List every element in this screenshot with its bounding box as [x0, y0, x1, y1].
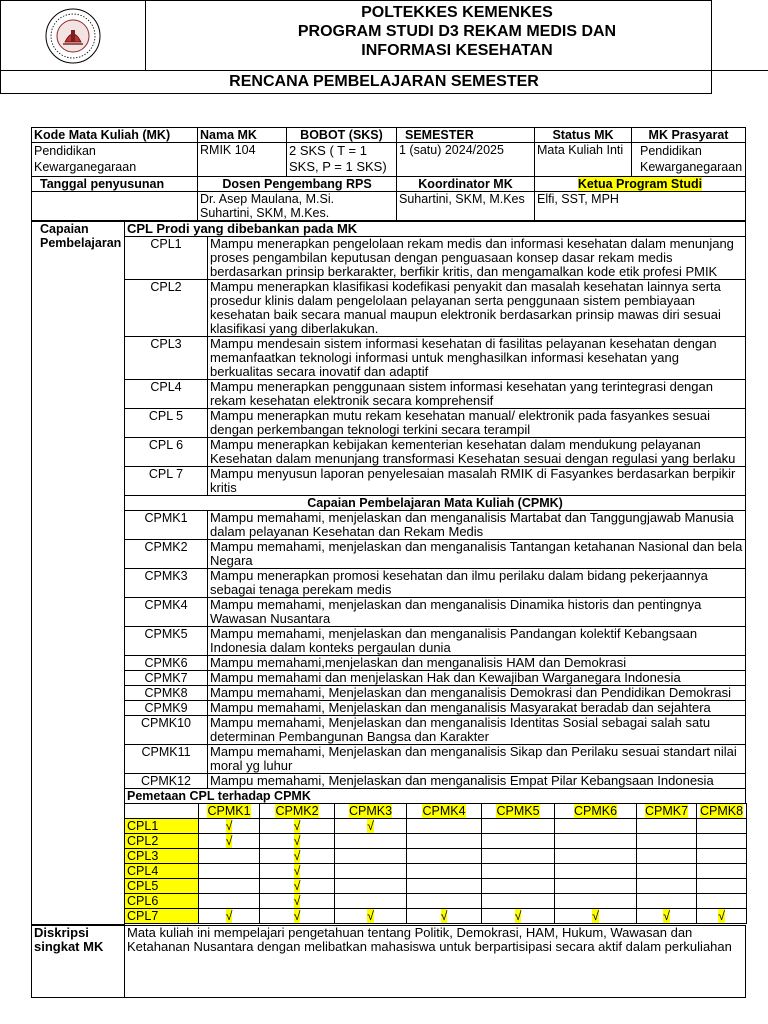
- mapping-col-label: CPMK6: [573, 804, 618, 818]
- mapping-cell: [482, 849, 555, 864]
- value-dosen: [198, 192, 397, 221]
- mapping-cell: [407, 879, 482, 894]
- check-mark: √: [718, 909, 725, 923]
- mapping-cell: [335, 834, 407, 849]
- mapping-row: [125, 864, 747, 879]
- cpmk-text: Mampu memahami, Menjelaskan dan menganalisis Sikap dan Perilaku sesuai standart nilai moral yg luhur: [208, 745, 746, 774]
- title-line-2: PROGRAM STUDI D3 REKAM MEDIS DAN: [297, 23, 617, 40]
- cpl-code: CPL2: [125, 280, 208, 337]
- mapping-row-label: CPL1: [125, 819, 198, 833]
- check-mark: √: [293, 879, 301, 893]
- cpl-code: CPL 5: [125, 409, 208, 438]
- cpl-row: [32, 337, 746, 380]
- mapping-cell: [260, 834, 335, 849]
- mapping-cell: [697, 834, 747, 849]
- cpmk-row: [32, 671, 746, 686]
- check-mark: √: [663, 909, 670, 923]
- mapping-cell: [260, 879, 335, 894]
- mapping-cell: [637, 864, 697, 879]
- mapping-cell: [260, 909, 335, 924]
- header-prasyarat: MK Prasyarat: [632, 128, 746, 143]
- check-mark: √: [293, 909, 301, 923]
- mapping-row: [125, 909, 747, 924]
- ketua-label: Ketua Program Studi: [577, 177, 703, 191]
- mapping-cell: [260, 819, 335, 834]
- mapping-cell: [335, 819, 407, 834]
- mapping-cell: [697, 909, 747, 924]
- deskripsi-label: Diskripsi singkat MK: [32, 926, 125, 998]
- mapping-cell: [260, 864, 335, 879]
- mapping-cell: [637, 879, 697, 894]
- mapping-cell: [407, 894, 482, 909]
- check-mark: √: [293, 894, 301, 908]
- check-mark: √: [440, 909, 448, 923]
- mapping-col-label: CPMK8: [699, 804, 744, 818]
- mapping-cell: [335, 894, 407, 909]
- mapping-cell: [482, 834, 555, 849]
- cpl-text: Mampu menerapkan kebijakan kementerian kesehatan dalam mendukung pelayanan Kesehatan dalam menunjang transformasi Kesehatan sesuai dengan regulasi yang berlaku: [208, 438, 746, 467]
- mapping-col-header: [335, 804, 407, 819]
- mapping-col-header-row: [125, 804, 747, 819]
- mapping-row-label-cell: [125, 879, 199, 894]
- mapping-row-label: CPL2: [125, 834, 198, 848]
- mapping-cell: [637, 819, 697, 834]
- check-mark: √: [592, 909, 599, 923]
- document-title: RENCANA PEMBELAJARAN SEMESTER: [0, 70, 768, 1024]
- mapping-cell: [482, 819, 555, 834]
- mapping-cell: [697, 879, 747, 894]
- cpmk-code: CPMK10: [125, 716, 208, 745]
- value-status: Mata Kuliah Inti: [535, 143, 632, 177]
- value-prasyarat: Pendidikan Kewarganegaraan: [632, 143, 746, 177]
- title-line-3: INFORMASI KESEHATAN: [361, 42, 553, 59]
- cpmk-code: CPMK7: [125, 671, 208, 686]
- mapping-col-header: [637, 804, 697, 819]
- cpmk-row: [32, 745, 746, 774]
- document-header: [0, 0, 712, 94]
- mapping-cell: [199, 864, 260, 879]
- cpl-code: CPL4: [125, 380, 208, 409]
- mapping-col-label: CPMK4: [422, 804, 466, 818]
- institution-titles: [146, 0, 768, 73]
- cpl-text: Mampu menyusun laporan penyelesaian masalah RMIK di Fasyankes berdasarkan berpikir kritis: [208, 467, 746, 496]
- cpl-text: Mampu menerapkan penggunaan sistem informasi kesehatan yang terintegrasi dengan rekam kesehatan elektronik secara komprehensif: [208, 380, 746, 409]
- cpl-header: CPL Prodi yang dibebankan pada MK: [125, 222, 746, 237]
- mapping-cell: [697, 849, 747, 864]
- mapping-cell: [407, 849, 482, 864]
- cpmk-text: Mampu memahami, Menjelaskan dan menganalisis Masyarakat beradab dan sejahtera: [208, 701, 746, 716]
- cpmk-row: [32, 701, 746, 716]
- mapping-row-label-cell: [125, 834, 199, 849]
- mapping-row-label-cell: [125, 894, 199, 909]
- check-mark: √: [225, 819, 233, 833]
- mapping-cell: [482, 909, 555, 924]
- dosen-2: Suhartini, SKM, M.Kes.: [200, 206, 330, 220]
- value-semester: 1 (satu) 2024/2025: [397, 143, 535, 177]
- mapping-header: Pemetaan CPL terhadap CPMK: [125, 789, 746, 804]
- cpl-row: [32, 467, 746, 496]
- cpmk-code: CPMK8: [125, 686, 208, 701]
- mapping-cell: [697, 864, 747, 879]
- mapping-row-label: CPL6: [125, 894, 198, 908]
- value-nama: RMIK 104: [198, 143, 287, 177]
- mapping-cell: [335, 909, 407, 924]
- cpmk-row: [32, 569, 746, 598]
- header-bobot: BOBOT (SKS): [287, 128, 397, 143]
- mapping-cell: [555, 834, 637, 849]
- cpmk-row: [32, 540, 746, 569]
- value-koordinator: Suhartini, SKM, M.Kes: [397, 192, 535, 221]
- header-status: Status MK: [535, 128, 632, 143]
- cpmk-row: [32, 656, 746, 671]
- cpmk-code: CPMK11: [125, 745, 208, 774]
- institution-logo: [45, 8, 101, 64]
- value-kode: Pendidikan Kewarganegaraan: [32, 143, 198, 177]
- header-nama: Nama MK: [198, 128, 287, 143]
- cpl-text: Mampu menerapkan klasifikasi kodefikasi penyakit dan masalah kesehatan lainnya serta prosedur klinis dalam pengelolaan pelayanan serta penggunaan sistem pembiayaan kesehatan baik secara manual maupun elektronik berdasarkan prinsip mawas diri sesuai klasifikasi yang diberlakukan.: [208, 280, 746, 337]
- mapping-grid: [124, 803, 747, 924]
- cpmk-header-row: [32, 496, 746, 511]
- check-mark: √: [225, 909, 233, 923]
- mapping-cell: [637, 894, 697, 909]
- mapping-row-label-cell: [125, 909, 199, 924]
- mapping-header-row: [32, 789, 746, 804]
- cpmk-code: CPMK4: [125, 598, 208, 627]
- mapping-grid-cell: [125, 804, 746, 925]
- mapping-row-label-cell: [125, 819, 199, 834]
- mapping-cell: [637, 834, 697, 849]
- cpmk-code: CPMK3: [125, 569, 208, 598]
- cpmk-row: [32, 627, 746, 656]
- value-tanggal: [32, 192, 198, 221]
- mapping-col-header: [482, 804, 555, 819]
- check-mark: √: [293, 849, 301, 863]
- mapping-cell: [407, 909, 482, 924]
- mapping-cell: [199, 909, 260, 924]
- mapping-cell: [199, 834, 260, 849]
- course-info-table: [31, 127, 746, 221]
- mapping-cell: [199, 894, 260, 909]
- cpmk-code: CPMK5: [125, 627, 208, 656]
- cpmk-text: Mampu memahami, menjelaskan dan menganalisis Tantangan ketahanan Nasional dan bela Negara: [208, 540, 746, 569]
- header-dosen: Dosen Pengembang RPS: [198, 177, 397, 192]
- cpmk-text: Mampu memahami, menjelaskan dan menganalisis Dinamika historis dan pentingnya Wawasan Nusantara: [208, 598, 746, 627]
- cpmk-row: [32, 598, 746, 627]
- cpl-text: Mampu menerapkan pengelolaan rekam medis dan informasi kesehatan dalam menunjang proses pengambilan keputusan dengan penguasaan konsep dasar rekam medis berdasarkan prinsip berkarakter, berfikir kritis, dan mengamalkan kode etik profesi PMIK: [208, 237, 746, 280]
- cpmk-header: Capaian Pembelajaran Mata Kuliah (CPMK): [125, 496, 746, 511]
- mapping-cell: [555, 819, 637, 834]
- mapping-corner: [125, 804, 199, 819]
- mapping-col-header: [555, 804, 637, 819]
- mapping-cell: [555, 909, 637, 924]
- cpmk-text: Mampu memahami dan menjelaskan Hak dan Kewajiban Warganegara Indonesia: [208, 671, 746, 686]
- description-table: [31, 925, 746, 998]
- mapping-cell: [407, 834, 482, 849]
- mapping-cell: [555, 879, 637, 894]
- cpmk-text: Mampu memahami, menjelaskan dan menganalisis Pandangan kolektif Kebangsaan Indonesia dalam konteks pergaulan dunia: [208, 627, 746, 656]
- mapping-cell: [199, 849, 260, 864]
- mapping-cell: [335, 849, 407, 864]
- check-mark: √: [293, 864, 301, 878]
- cpmk-code: CPMK2: [125, 540, 208, 569]
- cpl-row: [32, 409, 746, 438]
- mapping-cell: [335, 864, 407, 879]
- cpl-row: [32, 237, 746, 280]
- header-koordinator: Koordinator MK: [397, 177, 535, 192]
- mapping-row-label: CPL7: [125, 909, 198, 923]
- mapping-col-label: CPMK5: [496, 804, 540, 818]
- mapping-col-header: [199, 804, 260, 819]
- deskripsi-text: Mata kuliah ini mempelajari pengetahuan tentang Politik, Demokrasi, HAM, Hukum, Wawasan dan Ketahanan Nusantara dengan melibatkan mahasiswa untuk berpartisipasi secara aktif dalam perkuliahan: [125, 926, 746, 998]
- mapping-cell: [199, 819, 260, 834]
- logo-cell: [0, 0, 146, 70]
- mapping-row-label: CPL3: [125, 849, 198, 863]
- mapping-cell: [335, 879, 407, 894]
- mapping-col-header: [407, 804, 482, 819]
- cpl-code: CPL 6: [125, 438, 208, 467]
- mapping-col-header: [697, 804, 747, 819]
- check-mark: √: [293, 819, 301, 833]
- mapping-cell: [407, 819, 482, 834]
- mapping-cell: [637, 849, 697, 864]
- mapping-col-label: CPMK1: [207, 804, 251, 818]
- mapping-cell: [637, 909, 697, 924]
- check-mark: √: [367, 909, 374, 923]
- title-line-1: POLTEKKES KEMENKES: [361, 4, 553, 21]
- cpmk-code: CPMK6: [125, 656, 208, 671]
- cpl-text: Mampu mendesain sistem informasi kesehatan di fasilitas pelayanan kesehatan dengan memanfaatkan teknologi informasi untuk menghasilkan informasi kesehatan yang berkualitas secara inovatif dan adaptif: [208, 337, 746, 380]
- mapping-cell: [199, 879, 260, 894]
- mapping-cell: [555, 864, 637, 879]
- cpmk-row: [32, 686, 746, 701]
- cpl-code: CPL3: [125, 337, 208, 380]
- mapping-col-label: CPMK7: [644, 804, 689, 818]
- cpmk-text: Mampu memahami, Menjelaskan dan menganalisis Identitas Sosial sebagai salah satu determinan Pembangunan Bangsa dan Karakter: [208, 716, 746, 745]
- cpl-code: CPL1: [125, 237, 208, 280]
- mapping-col-label: CPMK3: [348, 804, 393, 818]
- cpmk-text: Mampu memahami, Menjelaskan dan menganalisis Empat Pilar Kebangsaan Indonesia: [208, 774, 746, 789]
- cpmk-code: CPMK1: [125, 511, 208, 540]
- cpmk-row: [32, 716, 746, 745]
- cpmk-text: Mampu memahami,menjelaskan dan menganalisis HAM dan Demokrasi: [208, 656, 746, 671]
- check-mark: √: [225, 834, 233, 848]
- mapping-cell: [555, 894, 637, 909]
- mapping-row: [125, 894, 747, 909]
- capaian-label: Capaian Pembelajaran: [32, 222, 125, 925]
- mapping-col-label: CPMK2: [275, 804, 319, 818]
- cpmk-text: Mampu memahami, Menjelaskan dan menganalisis Demokrasi dan Pendidikan Demokrasi: [208, 686, 746, 701]
- value-ketua: Elfi, SST, MPH: [535, 192, 746, 221]
- mapping-cell: [260, 894, 335, 909]
- header-semester: SEMESTER: [397, 128, 535, 143]
- value-bobot: 2 SKS ( T = 1 SKS, P = 1 SKS): [287, 143, 397, 177]
- mapping-row-label: CPL5: [125, 879, 198, 893]
- check-mark: √: [514, 909, 522, 923]
- header-kode: Kode Mata Kuliah (MK): [32, 128, 198, 143]
- mapping-row-label-cell: [125, 849, 199, 864]
- mapping-cell: [260, 849, 335, 864]
- mapping-row-label: CPL4: [125, 864, 198, 878]
- cpmk-text: Mampu memahami, menjelaskan dan menganalisis Martabat dan Tanggungjawab Manusia dalam pelayanan Kesehatan dan Rekam Medis: [208, 511, 746, 540]
- cpmk-row: [32, 511, 746, 540]
- mapping-row: [125, 849, 747, 864]
- check-mark: √: [367, 819, 374, 833]
- cpl-row: [32, 438, 746, 467]
- capaian-table: [31, 221, 746, 925]
- mapping-row-label-cell: [125, 864, 199, 879]
- mapping-col-header: [260, 804, 335, 819]
- cpmk-code: CPMK12: [125, 774, 208, 789]
- mapping-cell: [697, 819, 747, 834]
- check-mark: √: [293, 834, 301, 848]
- mapping-cell: [407, 864, 482, 879]
- cpl-text: Mampu menerapkan mutu rekam kesehatan manual/ elektronik pada fasyankes sesuai dengan perkembangan teknologi terkini secara terampil: [208, 409, 746, 438]
- mapping-row: [125, 834, 747, 849]
- mapping-cell: [697, 894, 747, 909]
- mapping-row: [125, 879, 747, 894]
- mapping-cell: [482, 894, 555, 909]
- mapping-cell: [482, 864, 555, 879]
- cpl-row: [32, 280, 746, 337]
- dosen-1: Dr. Asep Maulana, M.Si.: [200, 192, 335, 206]
- mapping-row: [125, 819, 747, 834]
- header-tanggal: Tanggal penyusunan: [32, 177, 198, 192]
- mapping-cell: [482, 879, 555, 894]
- mapping-cell: [555, 849, 637, 864]
- cpmk-row: [32, 774, 746, 789]
- cpmk-text: Mampu menerapkan promosi kesehatan dan ilmu perilaku dalam bidang pekerjaannya sebagai tenaga perekam medis: [208, 569, 746, 598]
- header-ketua: [535, 177, 746, 192]
- cpmk-code: CPMK9: [125, 701, 208, 716]
- cpl-row: [32, 380, 746, 409]
- mapping-grid-row: [32, 804, 746, 925]
- cpl-code: CPL 7: [125, 467, 208, 496]
